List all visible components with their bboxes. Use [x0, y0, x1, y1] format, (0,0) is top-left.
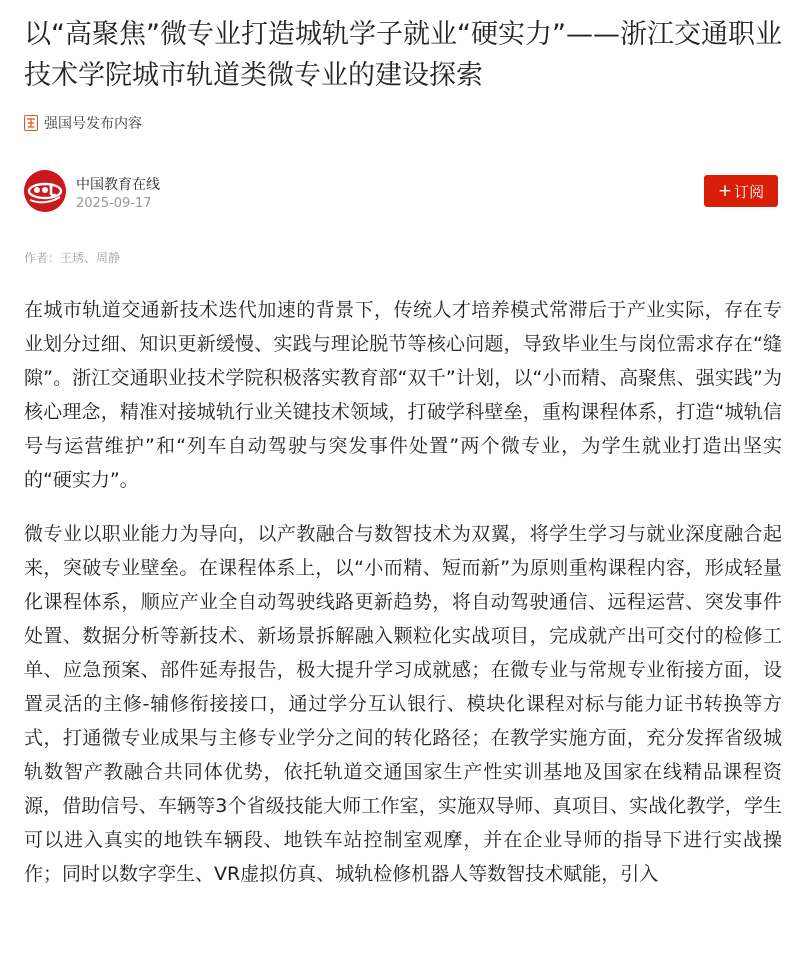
- subscribe-button[interactable]: [704, 175, 778, 207]
- plus-icon: +: [717, 181, 733, 201]
- subscribe-label: 订阅: [734, 182, 765, 201]
- article-body: [24, 293, 782, 911]
- xuexi-bookmark-icon: [24, 115, 38, 131]
- author-line: [24, 249, 120, 266]
- publisher-row: [24, 170, 778, 216]
- article-title: 以“高聚焦”微专业打造城轨学子就业“硬实力”——浙江交通职业技术学院城市轨道类微专业的建设探索: [24, 19, 782, 91]
- paragraph: 在城市轨道交通新技术迭代加速的背景下，传统人才培养模式常滞后于产业实际，存在专业划分过细、知识更新缓慢、实践与理论脱节等核心问题，导致毕业生与岗位需求存在“缝隙”。浙江交通职业技术学院积极落实教育部“双千”计划，以“小而精、高聚焦、强实践”为核心理念，精准对接城轨行业关键技术领域，打破学科壁垒，重构课程体系，打造“城轨信号与运营维护”和“列车自动驾驶与突发事件处置”两个微专业，为学生就业打造出坚实的“硬实力”。: [24, 299, 782, 491]
- paragraph: 微专业以职业能力为导向，以产教融合与数智技术为双翼，将学生学习与就业深度融合起来，突破专业壁垒。在课程体系上，以“小而精、短而新”为原则重构课程内容，形成轻量化课程体系，顺应产业全自动驾驶线路更新趋势，将自动驾驶通信、远程运营、突发事件处置、数据分析等新技术、新场景拆解融入颗粒化实战项目，完成就产出可交付的检修工单、应急预案、部件延寿报告，极大提升学习成就感；在微专业与常规专业衔接方面，设置灵活的主修-辅修衔接接口，通过学分互认银行、模块化课程对标与能力证书转换等方式，打通微专业成果与主修专业学分之间的转化路径；在教学实施方面，充分发挥省级城轨数智产教融合共同体优势，依托轨道交通国家生产性实训基地及国家在线精品课程资源，借助信号、车辆等3个省级技能大师工作室，实施双导师、真项目、实战化教学，学生可以进入真实的地铁车辆段、地铁车站控制室观摩，并在企业导师的指导下进行实战操作；同时以数字孪生、VR虚拟仿真、城轨检修机器人等数智技术赋能，引入: [24, 523, 782, 885]
- publisher-name[interactable]: 中国教育在线: [76, 177, 160, 193]
- publisher-logo-icon: [24, 170, 66, 212]
- source-line: [24, 112, 142, 134]
- publish-date: 2025-09-17: [76, 196, 152, 211]
- author-prefix: 作者：: [24, 251, 61, 265]
- publisher-avatar[interactable]: [24, 170, 66, 212]
- author-names: 王琇、周静: [60, 251, 121, 265]
- source-label: 强国号发布内容: [44, 116, 142, 132]
